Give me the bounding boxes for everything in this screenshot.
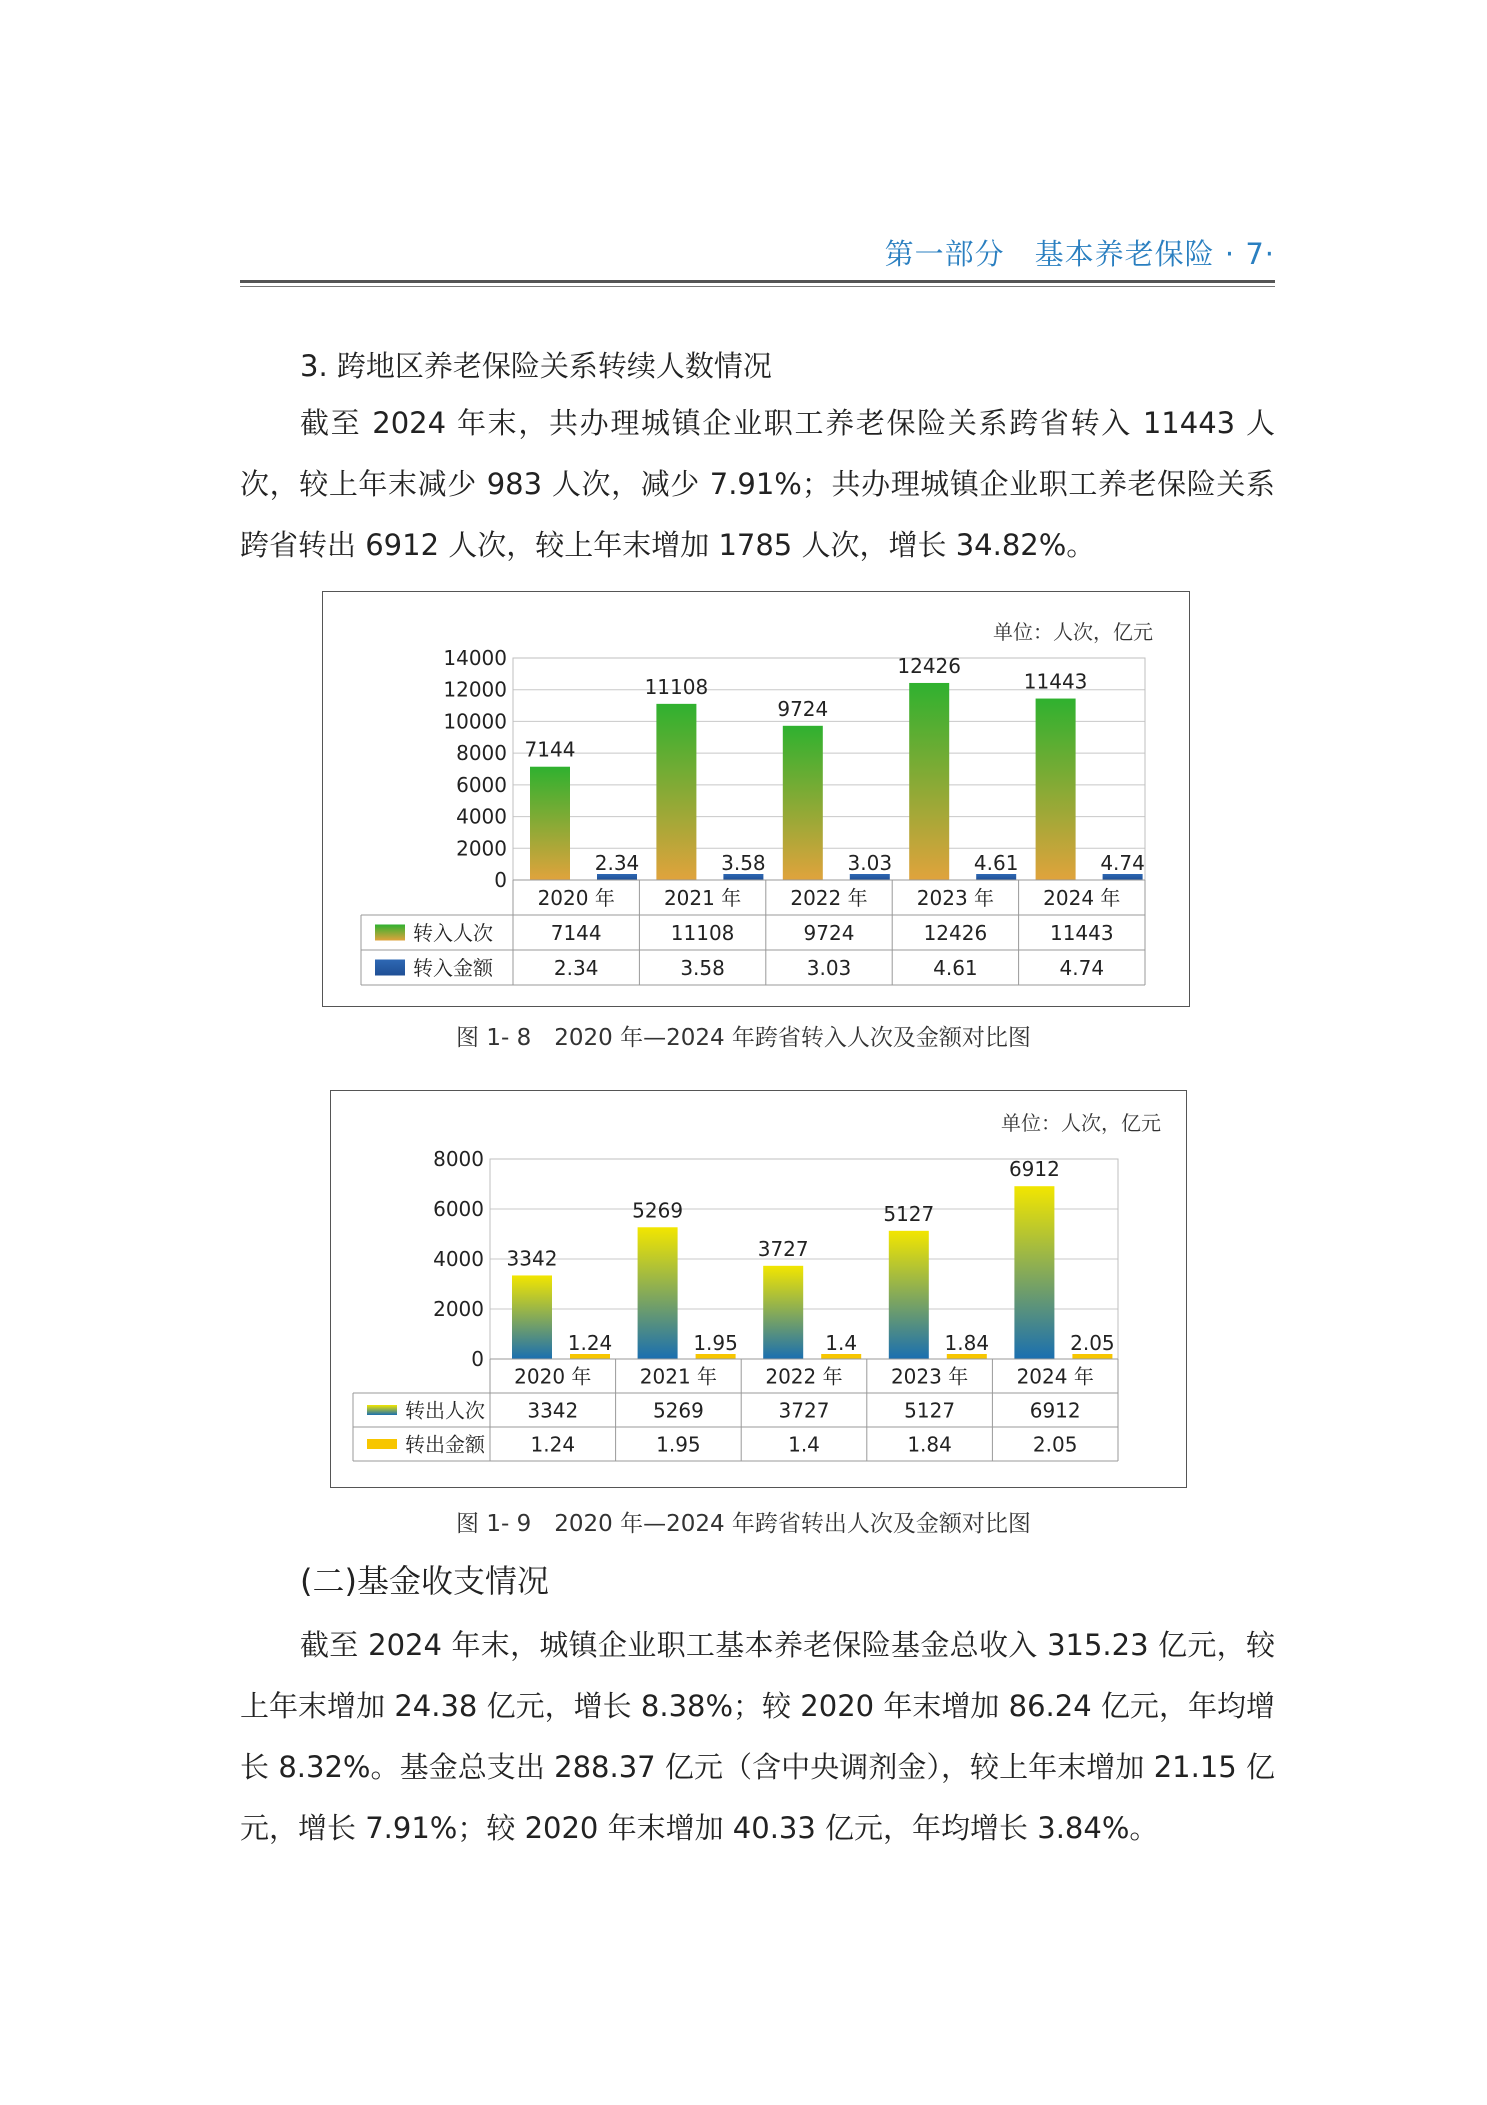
x-tick-label: 2024 年: [1016, 1364, 1094, 1389]
chart2-svg: [331, 1091, 1186, 1487]
bar-转出人次: [889, 1231, 929, 1359]
bar-value-label: 6912: [1008, 1157, 1060, 1182]
bar-转入人次: [909, 683, 949, 880]
chart-transfer-out: [330, 1090, 1187, 1488]
figure-caption-1-8: 图 1- 8 2020 年—2024 年跨省转入人次及金额对比图: [456, 1025, 1031, 1051]
table-cell: 3.03: [806, 956, 852, 981]
bar-value-label: 3.58: [721, 851, 766, 875]
bar-转出人次: [763, 1266, 803, 1359]
table-cell: 2.34: [553, 956, 599, 981]
legend-label: 转入人次: [413, 921, 493, 946]
legend-swatch: [367, 1439, 397, 1449]
table-cell: 4.74: [1059, 956, 1105, 981]
y-tick-label: 12000: [443, 677, 507, 702]
x-tick-label: 2022 年: [790, 886, 868, 911]
bar-value-label: 9724: [777, 696, 829, 721]
page-header: 第一部分 基本养老保险 · 7·: [884, 237, 1275, 271]
table-cell: 3727: [778, 1398, 830, 1423]
legend-label: 转入金额: [413, 956, 493, 981]
y-tick-label: 8000: [456, 741, 507, 766]
legend-swatch: [367, 1405, 397, 1415]
bar-转出人次: [638, 1227, 678, 1359]
y-tick-label: 2000: [433, 1297, 484, 1321]
bar-转入人次: [1036, 699, 1076, 880]
bar-value-label: 3.03: [847, 851, 893, 875]
y-tick-label: 2000: [456, 836, 507, 861]
legend-swatch: [375, 960, 405, 976]
x-tick-label: 2023 年: [890, 1364, 969, 1389]
table-cell: 9724: [803, 921, 855, 946]
bar-转入人次: [783, 726, 823, 880]
y-tick-label: 0: [471, 1347, 484, 1371]
y-tick-label: 4000: [433, 1247, 484, 1271]
bar-value-label: 12426: [897, 653, 962, 678]
table-cell: 2.05: [1032, 1432, 1078, 1457]
x-tick-label: 2021 年: [663, 886, 742, 911]
bar-value-label: 1.84: [944, 1331, 990, 1355]
bar-value-label: 1.95: [693, 1331, 738, 1355]
chart1-unit-label: 单位：人次，亿元: [993, 620, 1153, 644]
x-tick-label: 2020 年: [537, 886, 615, 911]
figure-caption-1-9: 图 1- 9 2020 年—2024 年跨省转出人次及金额对比图: [456, 1511, 1031, 1537]
y-tick-label: 8000: [433, 1147, 484, 1171]
bar-value-label: 2.05: [1070, 1331, 1115, 1355]
bar-value-label: 11108: [644, 674, 709, 699]
bar-value-label: 3342: [506, 1246, 558, 1271]
bar-转出人次: [1014, 1186, 1054, 1359]
header-rule-thin: [240, 286, 1275, 287]
table-cell: 12426: [923, 921, 988, 946]
table-cell: 1.84: [907, 1432, 952, 1457]
table-cell: 1.24: [530, 1432, 576, 1457]
legend-label: 转出金额: [405, 1432, 485, 1457]
table-cell: 3342: [527, 1398, 579, 1423]
bar-value-label: 3727: [757, 1236, 809, 1261]
table-cell: 11108: [670, 921, 735, 946]
bar-转入人次: [530, 767, 570, 880]
section-title: 3. 跨地区养老保险关系转续人数情况: [300, 349, 772, 383]
y-tick-label: 4000: [456, 804, 507, 829]
bar-value-label: 4.74: [1100, 851, 1145, 875]
legend-label: 转出人次: [405, 1398, 485, 1423]
table-cell: 6912: [1029, 1398, 1081, 1423]
fund-paragraph: 截至 2024 年末，城镇企业职工基本养老保险基金总收入 315.23 亿元，较上年末增加 24.38 亿元，增长 8.38%；较 2020 年末增加 86.24 亿元，年均增长 8.32%。基金总支出 288.37 亿元（含中央调剂金），较上年末增加 21.15 亿元，增长 7.91%；较 2020 年末增加 40.33 亿元，年均增长 3.84%。: [240, 1628, 1275, 1845]
legend-swatch: [375, 925, 405, 941]
table-cell: 3.58: [680, 956, 725, 981]
table-cell: 1.95: [656, 1432, 701, 1457]
x-tick-label: 2021 年: [639, 1364, 718, 1389]
y-tick-label: 6000: [456, 772, 507, 797]
y-tick-label: 14000: [443, 646, 507, 670]
x-tick-label: 2020 年: [514, 1364, 592, 1389]
x-tick-label: 2022 年: [765, 1364, 843, 1389]
table-cell: 5127: [904, 1398, 956, 1423]
fund-section-title: (二)基金收支情况: [300, 1562, 549, 1600]
y-tick-label: 0: [494, 868, 507, 892]
table-cell: 1.4: [788, 1432, 820, 1457]
y-tick-label: 6000: [433, 1197, 484, 1221]
table-cell: 4.61: [933, 956, 978, 981]
table-cell: 7144: [550, 921, 602, 946]
chart-transfer-in: [322, 591, 1190, 1007]
y-tick-label: 10000: [443, 709, 507, 734]
header-rule-thick: [240, 280, 1275, 283]
bar-value-label: 1.24: [567, 1331, 613, 1355]
section-paragraph: 截至 2024 年末，共办理城镇企业职工养老保险关系跨省转入 11443 人次，较上年末减少 983 人次，减少 7.91%；共办理城镇企业职工养老保险关系跨省转出 6912 人次，较上年末增加 1785 人次，增长 34.82%。: [240, 406, 1275, 562]
table-cell: 11443: [1049, 921, 1114, 946]
bar-value-label: 11443: [1023, 669, 1088, 694]
bar-value-label: 2.34: [594, 851, 640, 875]
chart2-unit-label: 单位：人次，亿元: [1001, 1111, 1161, 1135]
table-cell: 5269: [652, 1398, 704, 1423]
bar-value-label: 5127: [883, 1201, 935, 1226]
bar-value-label: 7144: [524, 737, 576, 762]
bar-转出人次: [512, 1275, 552, 1359]
chart1-svg: [323, 592, 1189, 1006]
bar-转入人次: [656, 704, 696, 880]
x-tick-label: 2024 年: [1043, 886, 1121, 911]
bar-value-label: 4.61: [973, 851, 1019, 875]
bar-value-label: 5269: [632, 1198, 684, 1223]
bar-value-label: 1.4: [825, 1331, 858, 1355]
x-tick-label: 2023 年: [916, 886, 995, 911]
